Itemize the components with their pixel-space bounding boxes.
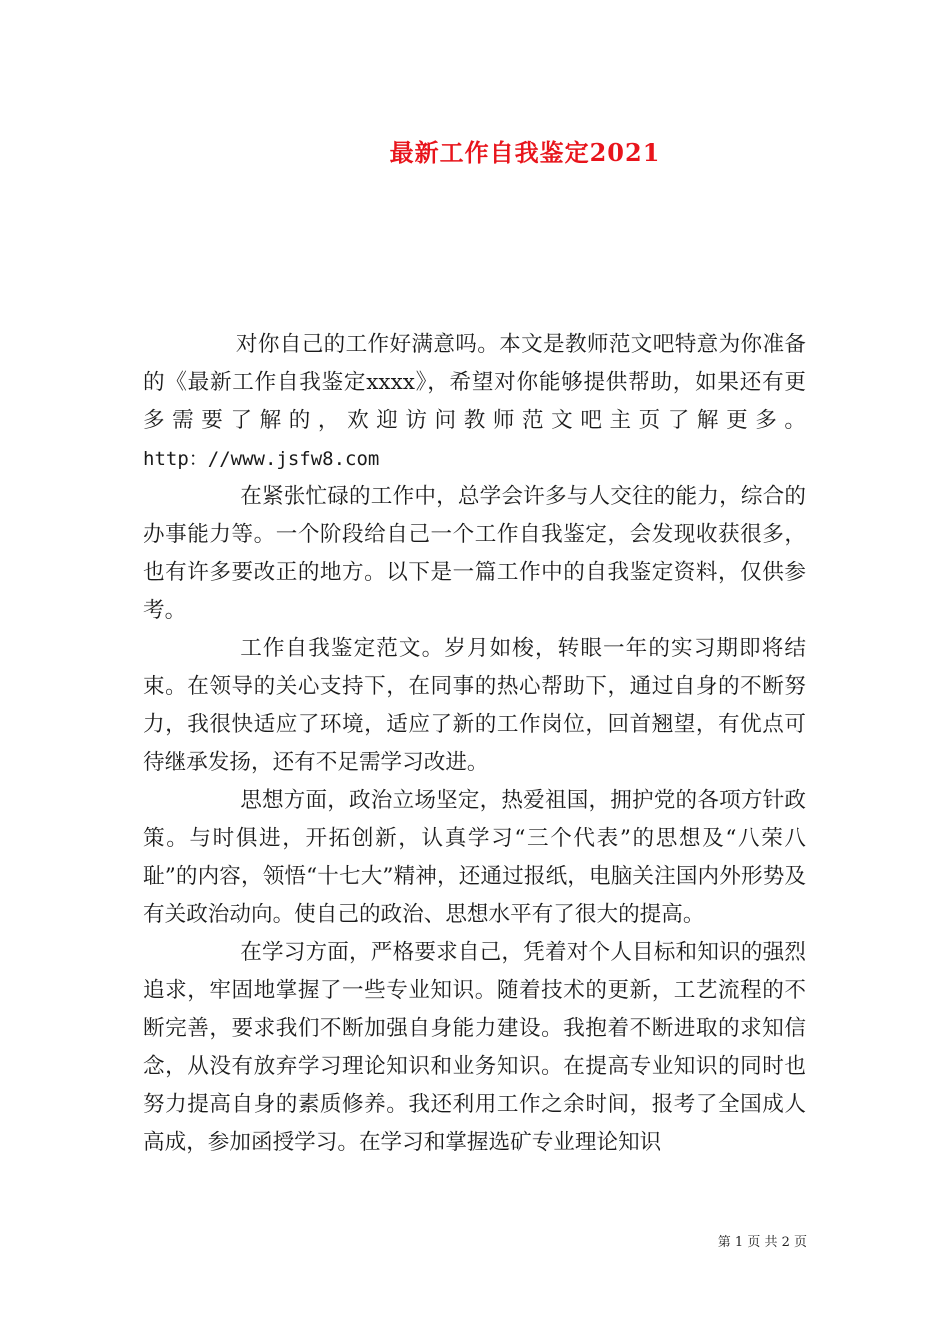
body-paragraph-1: 在紧张忙碌的工作中，总学会许多与人交往的能力，综合的办事能力等。一个阶段给自己一个工作自我鉴定，会发现收获很多，也有许多要改正的地方。以下是一篇工作中的自我鉴定资料，仅供参考。 xyxy=(143,484,806,623)
body-paragraph-3: 思想方面，政治立场坚定，热爱祖国，拥护党的各项方针政策。与时俱进，开拓创新，认真学习“三个代表”的思想及“八荣八耻”的内容，领悟“十七大”精神，还通过报纸，电脑关注国内外形势及有关政治动向。使自己的政治、思想水平有了很大的提高。 xyxy=(143,788,806,927)
page-footer: 第 1 页 共 2 页 xyxy=(717,1235,807,1250)
intro-url: http：//www.jsfw8.com xyxy=(143,448,380,470)
body-paragraph-2: 工作自我鉴定范文。岁月如梭，转眼一年的实习期即将结束。在领导的关心支持下，在同事的热心帮助下，通过自身的不断努力，我很快适应了环境，适应了新的工作岗位，回首翘望，有优点可待继承发扬，还有不足需学习改进。 xyxy=(143,636,806,775)
body-paragraph-4: 在学习方面，严格要求自己，凭着对个人目标和知识的强烈追求，牢固地掌握了一些专业知识。随着技术的更新，工艺流程的不断完善，要求我们不断加强自身能力建设。我抱着不断进取的求知信念，从没有放弃学习理论知识和业务知识。在提高专业知识的同时也努力提高自身的素质修养。我还利用工作之余时间，报考了全国成人高成，参加函授学习。在学习和掌握选矿专业理论知识 xyxy=(143,940,806,1155)
document-body xyxy=(143,326,806,1162)
intro-paragraph xyxy=(143,326,806,478)
document-title: 最新工作自我鉴定2021 xyxy=(389,138,661,167)
intro-text: 对你自己的工作好满意吗。本文是教师范文吧特意为你准备的《最新工作自我鉴定xxxx》，希望对你能够提供帮助，如果还有更多需要了解的，欢迎访问教师范文吧主页了解更多。 xyxy=(143,332,806,433)
